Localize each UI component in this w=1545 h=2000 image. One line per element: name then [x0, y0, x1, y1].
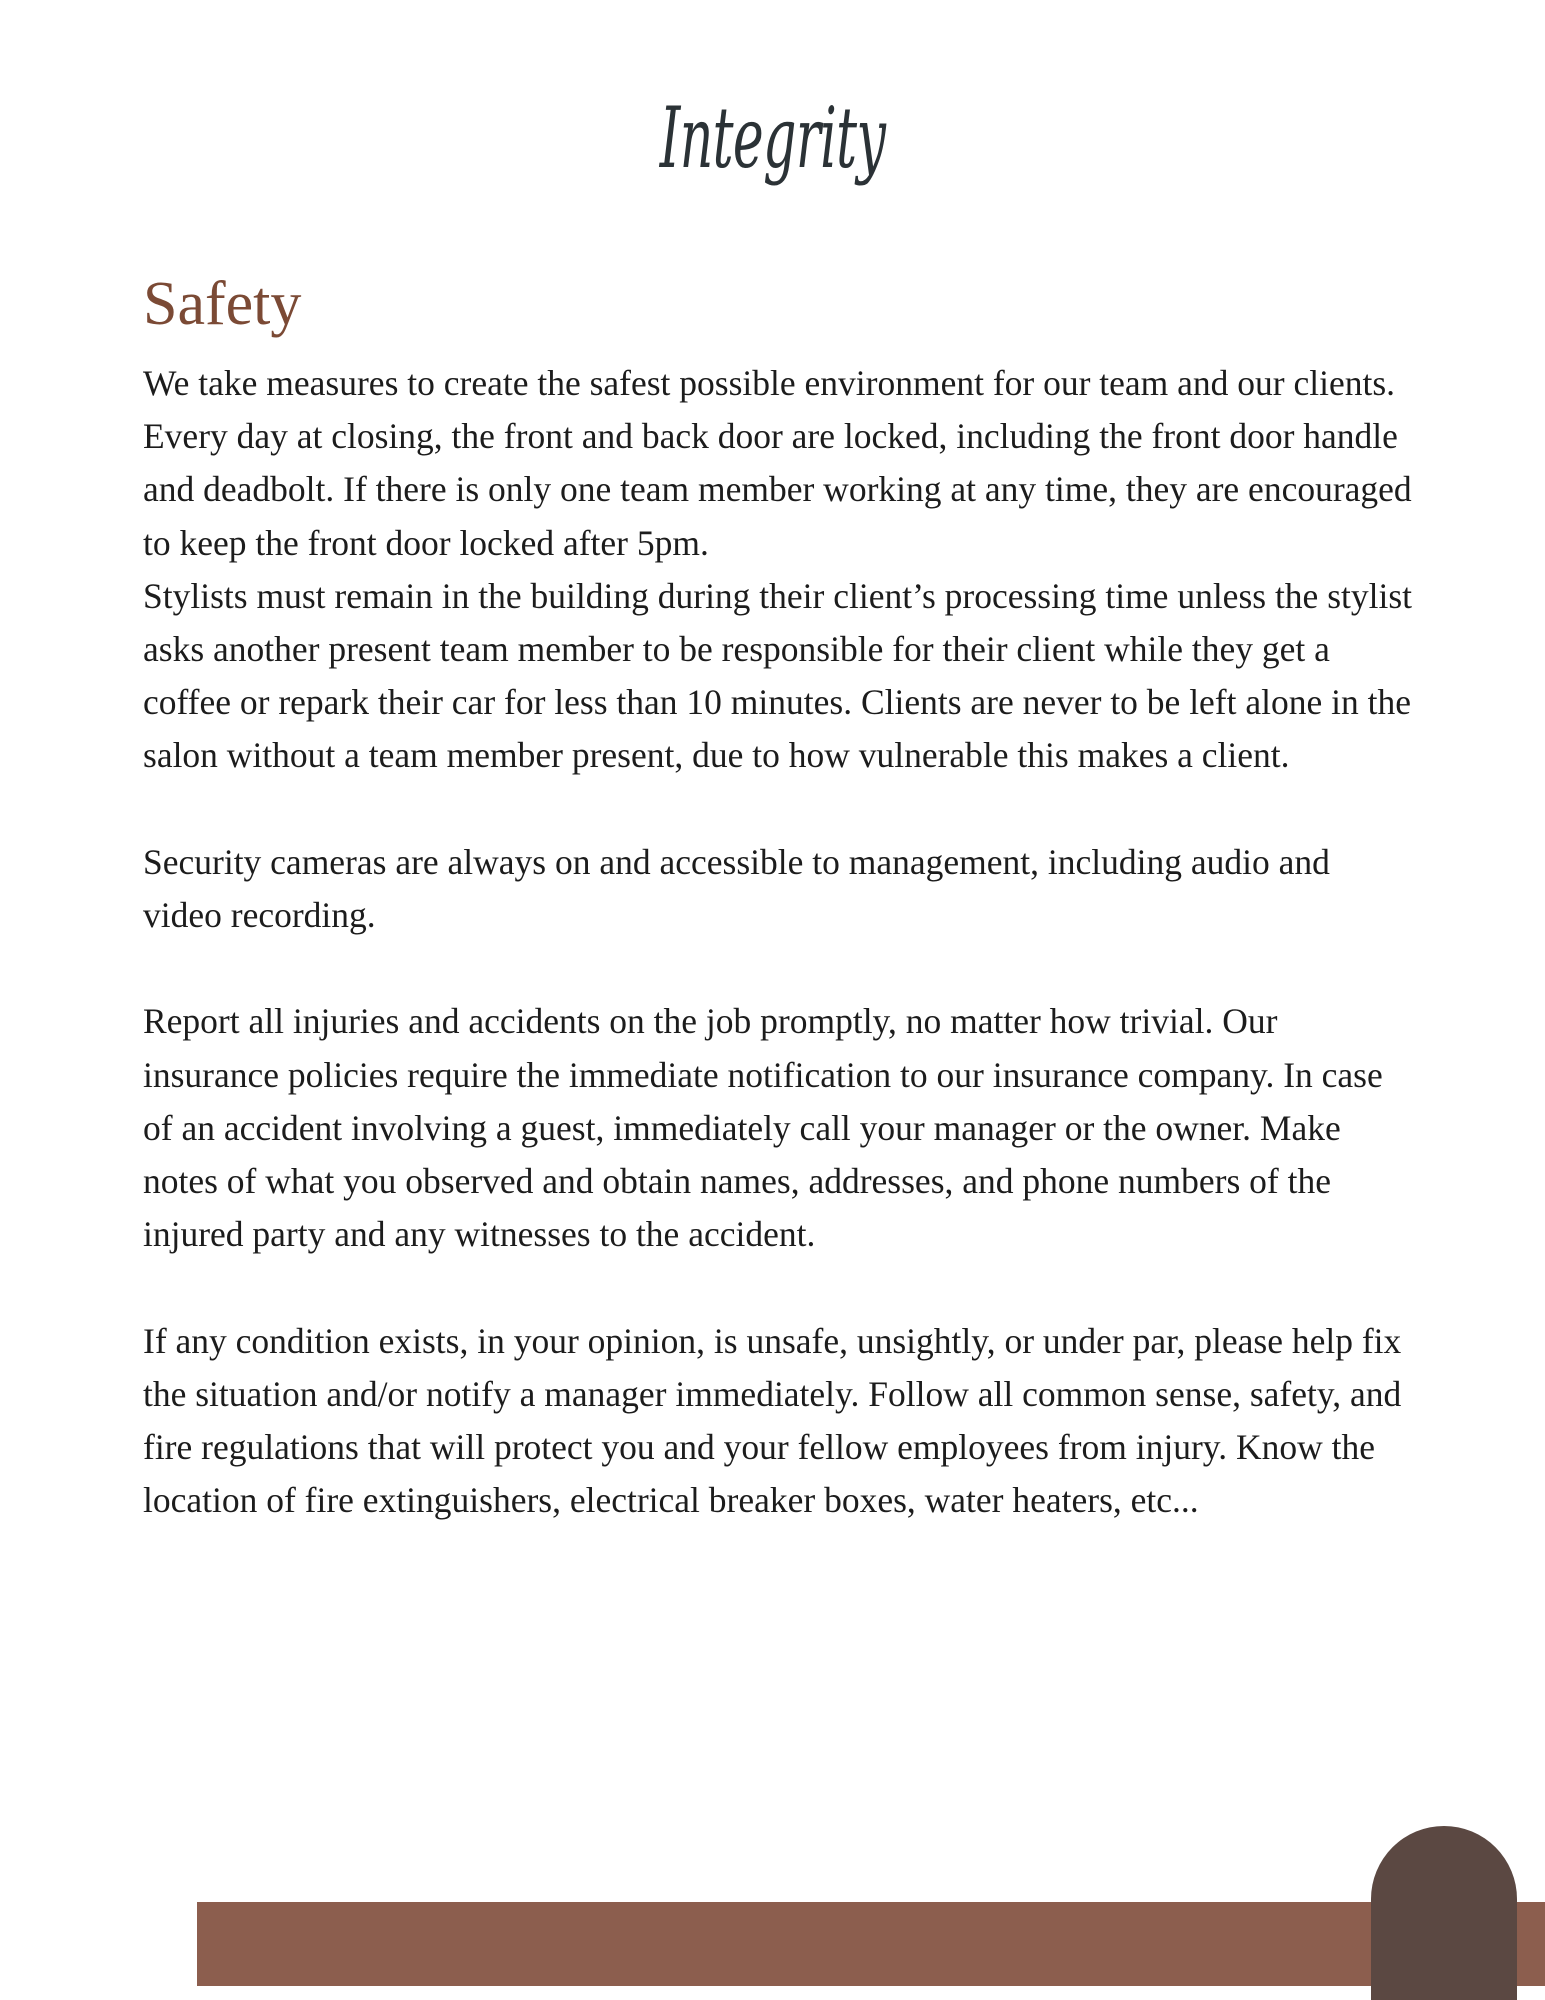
paragraph-environment: We take measures to create the safest possible environment for our team and our clients. Every day at closing, the front and back door are locked, including the front door handle and deadbolt. If there is only one team member working at any time, they are encouraged to keep the front door locked after 5pm.	[143, 363, 1412, 563]
paragraph-conditions: If any condition exists, in your opinion, is unsafe, unsightly, or under par, please help fix the situation and/or notify a manager immediately. Follow all common sense, safety, and fire regulations that will protect you and your fellow employees from injury. Know the location of fire extinguishers, electrical breaker boxes, water heaters, etc...	[143, 1320, 1402, 1521]
integrity-script-title: Integrity	[659, 89, 886, 187]
paragraph-stylists: Stylists must remain in the building during their client’s processing time unless the stylist asks another present team member to be responsible for their client while they get a coffee or repark their car for less than 10 minutes. Clients are never to be left alone in the salon without a team member present, due to how vulnerable this makes a client.	[143, 575, 1413, 776]
section-heading-safety: Safety	[143, 270, 302, 338]
footer-decorative-bar	[197, 1902, 1545, 1986]
safety-content	[143, 357, 1413, 1527]
footer-decorative-arch	[1371, 1826, 1517, 2000]
paragraph-security-cameras: Security cameras are always on and accessible to management, including audio and video recording.	[143, 841, 1330, 936]
paragraph-injuries: Report all injuries and accidents on the job promptly, no matter how trivial. Our insurance policies require the immediate notification to our insurance company. In case of an accident involving a guest, immediately call your manager or the owner. Make notes of what you observed and obtain names, addresses, and phone numbers of the injured party and any witnesses to the accident.	[143, 1001, 1383, 1255]
